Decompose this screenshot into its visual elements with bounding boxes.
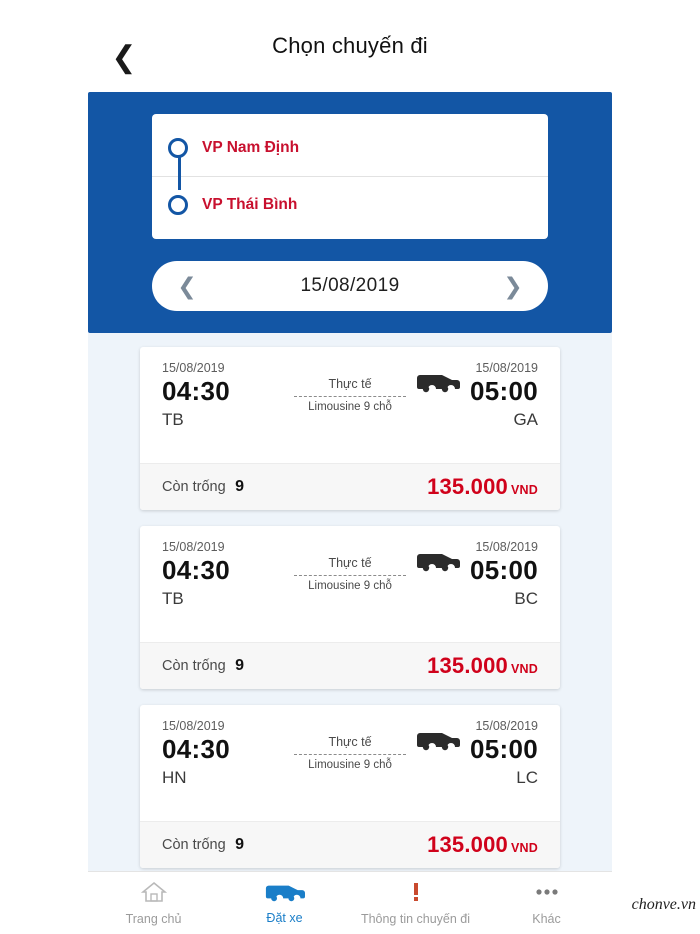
- nav-label-other: Khác: [532, 912, 561, 926]
- origin-label: VP Nam Định: [202, 139, 300, 156]
- trip-card[interactable]: [140, 347, 560, 510]
- price-info: [427, 653, 538, 679]
- trip-footer: [140, 463, 560, 510]
- trip-middle: [244, 719, 456, 771]
- trip-summary: [140, 526, 560, 642]
- route-panel: [88, 92, 612, 333]
- vehicle-label: Limousine 9 chỗ: [308, 401, 392, 413]
- nav-item-home[interactable]: [88, 872, 219, 934]
- nav-item-book[interactable]: [219, 872, 350, 934]
- trip-footer: [140, 821, 560, 868]
- arrive-place: GA: [513, 409, 538, 429]
- exclamation-icon: [409, 880, 423, 909]
- ellipsis-icon: [532, 880, 562, 909]
- seat-info: [162, 478, 244, 496]
- price-value: 135.000: [427, 653, 508, 678]
- depart-date: 15/08/2019: [162, 540, 225, 554]
- arrive-date: 15/08/2019: [475, 540, 538, 554]
- arrive-place: LC: [516, 767, 538, 787]
- vehicle-label: Limousine 9 chỗ: [308, 759, 392, 771]
- route-origin-row[interactable]: [152, 120, 548, 177]
- van-icon: [416, 729, 460, 756]
- trip-status-label: Thực tế: [328, 377, 372, 391]
- depart-time: 04:30: [162, 734, 230, 764]
- seat-label: Còn trống: [162, 479, 226, 495]
- depart-place: TB: [162, 588, 184, 608]
- trip-summary: [140, 347, 560, 463]
- next-day-chevron-icon[interactable]: ❯: [503, 272, 523, 299]
- price-value: 135.000: [427, 474, 508, 499]
- trip-list[interactable]: [0, 333, 700, 899]
- price-info: [427, 474, 538, 500]
- page-title: Chọn chuyến đi: [272, 33, 428, 58]
- arrive-time: 05:00: [470, 376, 538, 406]
- arrive-time: 05:00: [470, 734, 538, 764]
- depart-date: 15/08/2019: [162, 719, 225, 733]
- trip-arrive: [456, 361, 538, 430]
- route-destination-row[interactable]: [152, 177, 548, 233]
- selected-date: 15/08/2019: [300, 275, 400, 296]
- seat-count: 9: [235, 836, 245, 853]
- watermark: chonve.vn: [631, 896, 696, 913]
- price-currency: VND: [511, 662, 538, 676]
- trip-summary: [140, 705, 560, 821]
- bottom-navigation: [88, 871, 612, 934]
- seat-label: Còn trống: [162, 837, 226, 853]
- depart-place: HN: [162, 767, 187, 787]
- price-info: [427, 832, 538, 858]
- price-currency: VND: [511, 841, 538, 855]
- van-icon: [416, 550, 460, 577]
- nav-label-book: Đặt xe: [266, 911, 303, 925]
- van-icon: [265, 881, 305, 908]
- arrive-time: 05:00: [470, 555, 538, 585]
- destination-circle-icon: [168, 195, 188, 215]
- seat-count: 9: [235, 478, 245, 495]
- price-currency: VND: [511, 483, 538, 497]
- trip-depart: [162, 540, 244, 609]
- trip-status-label: Thực tế: [328, 556, 372, 570]
- trip-dash-line: [294, 575, 406, 576]
- trip-footer: [140, 642, 560, 689]
- route-card[interactable]: [152, 114, 548, 239]
- vehicle-label: Limousine 9 chỗ: [308, 580, 392, 592]
- trip-dash-line: [294, 396, 406, 397]
- trip-middle: [244, 361, 456, 413]
- van-icon: [416, 371, 460, 398]
- date-selector[interactable]: [152, 261, 548, 311]
- seat-info: [162, 836, 244, 854]
- nav-label-trip-info: Thông tin chuyến đi: [360, 912, 471, 926]
- depart-place: TB: [162, 409, 184, 429]
- arrive-date: 15/08/2019: [475, 361, 538, 375]
- trip-arrive: [456, 540, 538, 609]
- trip-card[interactable]: [140, 705, 560, 868]
- destination-label: VP Thái Bình: [202, 196, 298, 213]
- depart-time: 04:30: [162, 376, 230, 406]
- origin-circle-icon: [168, 138, 188, 158]
- seat-count: 9: [235, 657, 245, 674]
- nav-item-trip-info[interactable]: [350, 872, 481, 934]
- depart-time: 04:30: [162, 555, 230, 585]
- trip-depart: [162, 361, 244, 430]
- home-icon: [141, 880, 167, 909]
- trip-middle: [244, 540, 456, 592]
- left-margin: [0, 0, 88, 934]
- price-value: 135.000: [427, 832, 508, 857]
- nav-label-home: Trang chủ: [125, 912, 182, 926]
- nav-item-other[interactable]: [481, 872, 612, 934]
- trip-status-label: Thực tế: [328, 735, 372, 749]
- prev-day-chevron-icon[interactable]: ❮: [177, 272, 197, 299]
- right-margin: [612, 0, 700, 934]
- arrive-place: BC: [514, 588, 538, 608]
- seat-label: Còn trống: [162, 658, 226, 674]
- seat-info: [162, 657, 244, 675]
- arrive-date: 15/08/2019: [475, 719, 538, 733]
- app-header: [0, 0, 700, 92]
- trip-dash-line: [294, 754, 406, 755]
- trip-depart: [162, 719, 244, 788]
- depart-date: 15/08/2019: [162, 361, 225, 375]
- back-chevron-icon[interactable]: ❮: [111, 41, 137, 74]
- trip-arrive: [456, 719, 538, 788]
- trip-card[interactable]: [140, 526, 560, 689]
